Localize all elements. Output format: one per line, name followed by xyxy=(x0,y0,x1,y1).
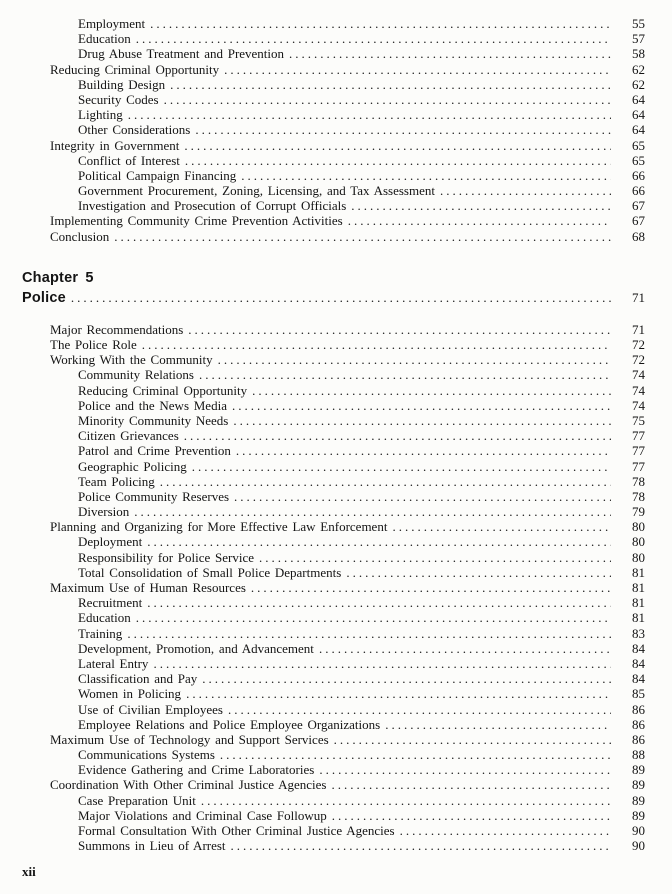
dot-leader xyxy=(148,656,611,671)
dot-leader xyxy=(236,168,611,183)
toc-entry xyxy=(0,213,645,228)
toc-section xyxy=(0,16,645,244)
toc-entry xyxy=(0,62,645,77)
toc-entry-page-number: 64 xyxy=(632,91,645,107)
dot-leader xyxy=(254,550,611,565)
toc-entry-title: Reducing Criminal Opportunity xyxy=(50,61,220,77)
dot-leader xyxy=(229,489,611,504)
toc-entry xyxy=(0,122,645,137)
toc-entry xyxy=(0,823,645,838)
toc-entry xyxy=(0,92,645,107)
toc-entry-title: Geographic Policing xyxy=(78,458,187,474)
dot-leader xyxy=(314,762,611,777)
toc-entry-page-number: 80 xyxy=(632,534,645,550)
toc-entry-page-number: 77 xyxy=(632,443,645,459)
toc-entry xyxy=(0,626,645,641)
toc-entry-title: Planning and Organizing for More Effective Law Enforcement xyxy=(50,519,388,535)
toc-entry-page-number: 86 xyxy=(632,716,645,732)
toc-entry xyxy=(0,367,645,382)
toc-entry-title: Building Design xyxy=(78,76,166,92)
dot-leader xyxy=(137,337,611,352)
toc-entry xyxy=(0,595,645,610)
dot-leader xyxy=(341,565,611,580)
toc-entry-title: Communications Systems xyxy=(78,747,215,763)
dot-leader xyxy=(314,641,611,656)
toc-entry-page-number: 58 xyxy=(632,46,645,62)
toc-entry-page-number: 90 xyxy=(632,838,645,854)
toc-entry-title: The Police Role xyxy=(50,337,137,352)
dot-leader xyxy=(197,671,611,686)
toc xyxy=(0,16,645,853)
toc-entry xyxy=(0,183,645,198)
toc-entry-page-number: 66 xyxy=(632,183,645,199)
toc-entry xyxy=(0,138,645,153)
toc-entry xyxy=(0,474,645,489)
dot-leader xyxy=(187,459,611,474)
toc-entry-page-number: 64 xyxy=(632,107,645,123)
toc-entry-title: Community Relations xyxy=(78,367,194,383)
toc-entry-title: Evidence Gathering and Crime Laboratories xyxy=(78,762,315,778)
toc-entry xyxy=(0,16,645,31)
dot-leader xyxy=(109,229,611,244)
toc-entry-page-number: 71 xyxy=(632,321,645,337)
toc-entry-title: Diversion xyxy=(78,504,130,520)
dot-leader xyxy=(145,16,611,31)
dot-leader xyxy=(329,732,611,747)
toc-entry xyxy=(0,717,645,732)
dot-leader xyxy=(180,153,611,168)
toc-entry xyxy=(0,550,645,565)
dot-leader xyxy=(66,290,611,306)
toc-entry-title: Training xyxy=(78,625,123,641)
toc-entry-title: Lighting xyxy=(78,107,123,123)
toc-entry-page-number: 65 xyxy=(632,152,645,168)
toc-entry-title: Maximum Use of Human Resources xyxy=(50,580,246,595)
dot-leader xyxy=(131,610,611,625)
toc-entry-page-number: 77 xyxy=(632,428,645,444)
toc-entry xyxy=(0,77,645,92)
chapter-title: Police xyxy=(22,289,66,306)
dot-leader xyxy=(122,626,611,641)
toc-entry-title: Total Consolidation of Small Police Departments xyxy=(78,564,342,580)
toc-entry-page-number: 57 xyxy=(632,31,645,47)
toc-entry-page-number: 68 xyxy=(632,228,645,244)
toc-entry-page-number: 89 xyxy=(632,807,645,823)
toc-entry-title: Deployment xyxy=(78,534,143,550)
toc-entry-page-number: 74 xyxy=(632,382,645,398)
toc-entry-title: Education xyxy=(78,610,131,626)
toc-entry-title: Other Considerations xyxy=(78,122,191,138)
toc-entry xyxy=(0,413,645,428)
toc-entry xyxy=(0,337,645,352)
dot-leader xyxy=(165,77,611,92)
toc-entry-title: Formal Consultation With Other Criminal Justice Agencies xyxy=(78,823,395,838)
dot-leader xyxy=(387,519,611,534)
toc-entry xyxy=(0,732,645,747)
toc-entry-title: Reducing Criminal Opportunity xyxy=(78,382,248,398)
dot-leader xyxy=(284,46,611,61)
toc-entry-page-number: 88 xyxy=(632,747,645,763)
toc-entry-title: Police and the News Media xyxy=(78,397,227,413)
toc-entry-page-number: 62 xyxy=(632,76,645,92)
toc-entry-title: Major Violations and Criminal Case Followup xyxy=(78,807,327,823)
toc-entry-title: Coordination With Other Criminal Justice Agencies xyxy=(50,777,327,793)
dot-leader xyxy=(183,322,611,337)
toc-entry-title: Conflict of Interest xyxy=(78,152,180,168)
dot-leader xyxy=(213,352,611,367)
toc-entry-page-number: 83 xyxy=(632,625,645,641)
toc-entry-page-number: 67 xyxy=(632,198,645,214)
toc-entry-title: Case Preparation Unit xyxy=(78,792,196,808)
dot-leader xyxy=(223,702,611,717)
toc-entry-title: Security Codes xyxy=(78,91,159,107)
dot-leader xyxy=(326,777,611,792)
toc-entry xyxy=(0,686,645,701)
toc-entry xyxy=(0,808,645,823)
toc-entry-page-number: 62 xyxy=(632,61,645,77)
toc-entry xyxy=(0,198,645,213)
footer-page-number: xii xyxy=(22,864,36,879)
dot-leader xyxy=(228,413,611,428)
toc-entry-page-number: 55 xyxy=(632,16,645,31)
toc-entry-page-number: 74 xyxy=(632,367,645,383)
toc-entry-page-number: 84 xyxy=(632,671,645,687)
toc-entry-title: Political Campaign Financing xyxy=(78,167,237,183)
dot-leader xyxy=(131,31,611,46)
toc-entry-page-number: 81 xyxy=(632,610,645,626)
toc-entry-page-number: 86 xyxy=(632,731,645,747)
toc-entry-title: Women in Policing xyxy=(78,686,182,702)
toc-entry-title: Government Procurement, Zoning, Licensing, and Tax Assessment xyxy=(78,183,435,199)
toc-entry-page-number: 80 xyxy=(632,519,645,535)
toc-entry-page-number: 90 xyxy=(632,823,645,838)
dot-leader xyxy=(190,122,611,137)
toc-entry-page-number: 81 xyxy=(632,564,645,580)
toc-entry-page-number: 80 xyxy=(632,549,645,565)
toc-entry-page-number: 89 xyxy=(632,777,645,793)
toc-entry-title: Major Recommendations xyxy=(50,321,184,337)
dot-leader xyxy=(196,793,611,808)
toc-entry xyxy=(0,443,645,458)
dot-leader xyxy=(215,747,611,762)
toc-entry xyxy=(0,352,645,367)
dot-leader xyxy=(194,367,611,382)
toc-entry-page-number: 74 xyxy=(632,397,645,413)
toc-entry-page-number: 66 xyxy=(632,167,645,183)
toc-entry xyxy=(0,610,645,625)
toc-entry xyxy=(0,519,645,534)
dot-leader xyxy=(343,213,611,228)
toc-entry xyxy=(0,428,645,443)
dot-leader xyxy=(129,504,611,519)
dot-leader xyxy=(327,808,611,823)
toc-entry-page-number: 67 xyxy=(632,213,645,229)
toc-entry-title: Drug Abuse Treatment and Prevention xyxy=(78,46,285,62)
toc-entry xyxy=(0,777,645,792)
toc-entry xyxy=(0,31,645,46)
chapter-number-label: Chapter 5 xyxy=(22,269,94,286)
toc-entry-title: Conclusion xyxy=(50,228,110,244)
toc-entry xyxy=(0,762,645,777)
toc-entry-page-number: 89 xyxy=(632,792,645,808)
chapter-page-number: 71 xyxy=(632,289,645,305)
toc-entry-page-number: 84 xyxy=(632,640,645,656)
toc-entry-page-number: 72 xyxy=(632,337,645,352)
toc-entry-page-number: 65 xyxy=(632,137,645,153)
toc-entry-page-number: 81 xyxy=(632,580,645,595)
toc-entry-title: Recruitment xyxy=(78,595,143,611)
toc-entry-page-number: 81 xyxy=(632,595,645,611)
toc-entry-page-number: 89 xyxy=(632,762,645,778)
toc-entry-title: Development, Promotion, and Advancement xyxy=(78,640,314,656)
toc-entry-title: Implementing Community Crime Prevention Activities xyxy=(50,213,343,229)
toc-section xyxy=(0,266,645,854)
dot-leader xyxy=(395,823,611,838)
chapter-heading xyxy=(0,266,645,306)
toc-entry xyxy=(0,153,645,168)
toc-entry-title: Investigation and Prosecution of Corrupt Officials xyxy=(78,198,347,214)
toc-entry-title: Minority Community Needs xyxy=(78,412,229,428)
dot-leader xyxy=(219,62,611,77)
toc-entry xyxy=(0,168,645,183)
dot-leader xyxy=(179,138,611,153)
toc-entry-page-number: 72 xyxy=(632,352,645,368)
dot-leader xyxy=(142,534,611,549)
dot-leader xyxy=(155,474,611,489)
toc-entry-page-number: 75 xyxy=(632,412,645,428)
toc-entry xyxy=(0,656,645,671)
toc-entry-title: Use of Civilian Employees xyxy=(78,701,223,717)
toc-entry-title: Team Policing xyxy=(78,473,155,489)
toc-entry-title: Maximum Use of Technology and Support Services xyxy=(50,731,329,747)
toc-entry xyxy=(0,322,645,337)
toc-entry-page-number: 84 xyxy=(632,655,645,671)
toc-entry xyxy=(0,565,645,580)
toc-entry-title: Patrol and Crime Prevention xyxy=(78,443,231,459)
toc-entry xyxy=(0,489,645,504)
toc-entry-page-number: 64 xyxy=(632,122,645,138)
dot-leader xyxy=(179,428,611,443)
dot-leader xyxy=(246,580,611,595)
toc-entry xyxy=(0,504,645,519)
toc-entry xyxy=(0,747,645,762)
toc-entry-title: Citizen Grievances xyxy=(78,428,179,444)
dot-leader xyxy=(346,198,611,213)
toc-entry xyxy=(0,107,645,122)
toc-entry xyxy=(0,383,645,398)
toc-entry-title: Employee Relations and Police Employee Organizations xyxy=(78,716,381,732)
toc-entry xyxy=(0,793,645,808)
toc-entry-page-number: 78 xyxy=(632,488,645,504)
toc-entry xyxy=(0,702,645,717)
toc-entry-page-number: 85 xyxy=(632,686,645,702)
toc-entry xyxy=(0,459,645,474)
toc-entry-title: Working With the Community xyxy=(50,352,213,368)
toc-entry-title: Education xyxy=(78,31,131,47)
toc-entry xyxy=(0,580,645,595)
toc-entry-page-number: 79 xyxy=(632,504,645,520)
dot-leader xyxy=(159,92,611,107)
toc-entry-page-number: 77 xyxy=(632,458,645,474)
dot-leader xyxy=(227,398,611,413)
toc-entry-title: Integrity in Government xyxy=(50,137,180,153)
toc-entry-title: Lateral Entry xyxy=(78,655,149,671)
toc-entry xyxy=(0,641,645,656)
toc-entry xyxy=(0,671,645,686)
toc-entry-title: Police Community Reserves xyxy=(78,488,230,504)
toc-entry-page-number: 86 xyxy=(632,701,645,717)
dot-leader xyxy=(142,595,611,610)
dot-leader xyxy=(380,717,611,732)
dot-leader xyxy=(226,838,611,853)
toc-entry xyxy=(0,229,645,244)
toc-entry-page-number: 78 xyxy=(632,473,645,489)
toc-entry-title: Employment xyxy=(78,16,146,31)
toc-entry xyxy=(0,46,645,61)
dot-leader xyxy=(123,107,611,122)
toc-entry-title: Summons in Lieu of Arrest xyxy=(78,838,226,854)
chapter-title-row xyxy=(0,290,645,306)
dot-leader xyxy=(435,183,611,198)
toc-entry-title: Classification and Pay xyxy=(78,671,198,687)
dot-leader xyxy=(247,383,611,398)
toc-entry xyxy=(0,534,645,549)
toc-entry xyxy=(0,838,645,853)
toc-entry xyxy=(0,398,645,413)
toc-entry-title: Responsibility for Police Service xyxy=(78,549,255,565)
dot-leader xyxy=(231,443,611,458)
dot-leader xyxy=(181,686,611,701)
